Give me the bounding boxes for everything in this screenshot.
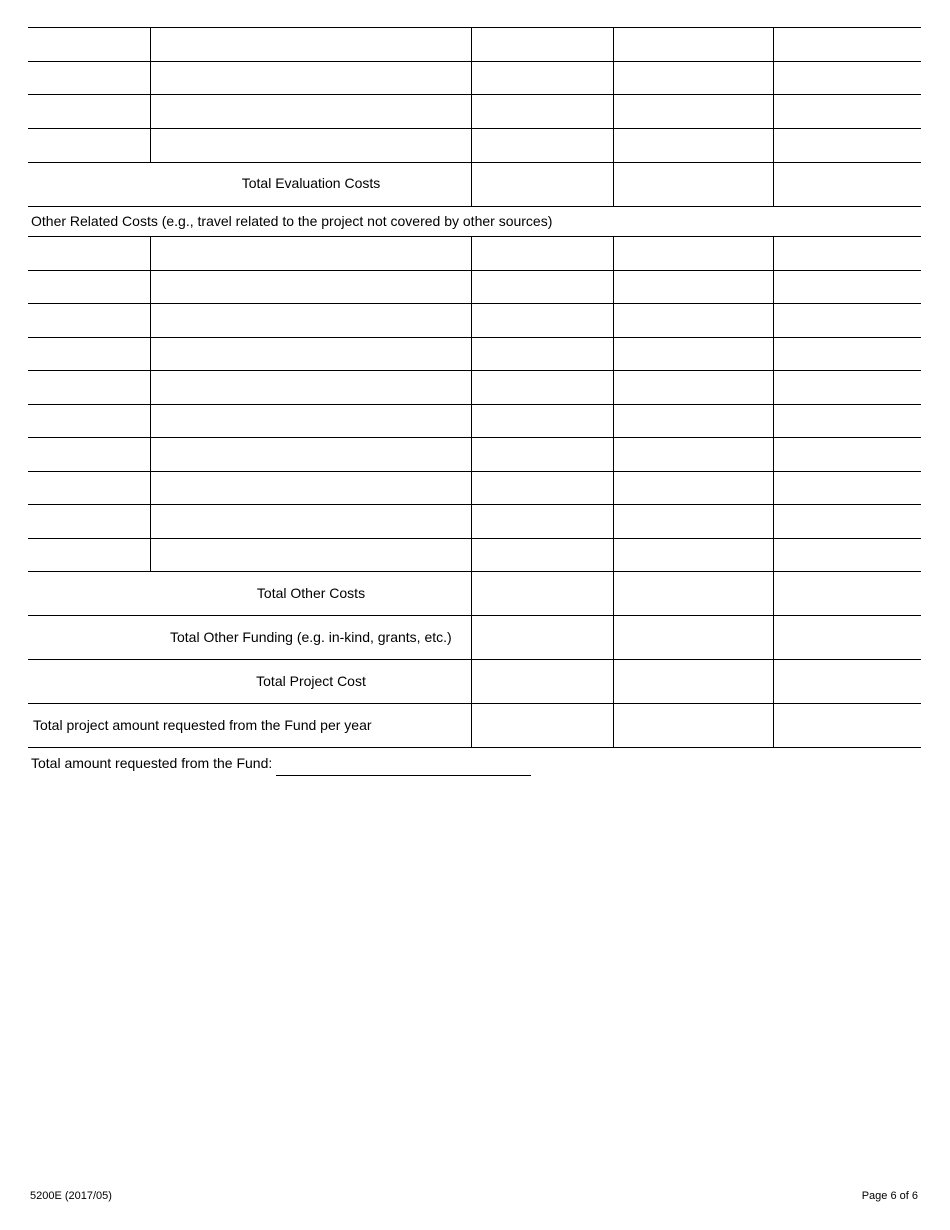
other-year2-7-cell [614,438,773,471]
other-description-7-input[interactable] [151,438,471,471]
other-description-9-cell [151,505,471,538]
other-year1-8-cell [472,472,613,504]
total-requested-per-year-label: Total project amount requested from the Fund per year [33,717,372,733]
other-item-2-cell [29,271,150,303]
other-description-4-cell [151,338,471,370]
total-project-cost-year1-cell [472,660,613,703]
other-year1-8-input[interactable] [472,472,613,504]
total-other-costs-year1-input[interactable] [472,572,613,615]
evaluation-item-2-input[interactable] [29,62,150,94]
evaluation-year3-3-input[interactable] [774,95,921,128]
evaluation-year2-3-cell [614,95,773,128]
total-evaluation-year1-input[interactable] [472,163,613,206]
section-divider-line [28,206,921,207]
other-year2-8-cell [614,472,773,504]
evaluation-item-1-input[interactable] [29,28,150,61]
total-evaluation-year3-cell [774,163,921,206]
other-description-7-cell [151,438,471,471]
other-year2-6-input[interactable] [614,405,773,437]
other-description-3-cell [151,304,471,337]
other-item-9-input[interactable] [29,505,150,538]
evaluation-year3-3-cell [774,95,921,128]
evaluation-year2-4-cell [614,129,773,162]
other-item-1-cell [29,237,150,270]
total-requested-label: Total amount requested from the Fund: [31,755,273,771]
total-evaluation-costs-label: Total Evaluation Costs [241,175,381,191]
other-description-8-cell [151,472,471,504]
evaluation-year3-4-cell [774,129,921,162]
other-description-3-input[interactable] [151,304,471,337]
total-requested-per-year-year1-cell [472,704,613,747]
total-project-cost-year1-input[interactable] [472,660,613,703]
other-description-6-cell [151,405,471,437]
other-description-5-input[interactable] [151,371,471,404]
table-bottom-line [28,747,921,748]
other-year1-3-cell [472,304,613,337]
other-year3-3-input[interactable] [774,304,921,337]
other-description-10-cell [151,539,471,571]
evaluation-year1-3-cell [472,95,613,128]
other-year1-4-input[interactable] [472,338,613,370]
other-year1-10-input[interactable] [472,539,613,571]
other-item-7-cell [29,438,150,471]
evaluation-year1-1-cell [472,28,613,61]
other-year2-4-input[interactable] [614,338,773,370]
other-year3-6-cell [774,405,921,437]
total-requested-per-year-year3-cell [774,704,921,747]
evaluation-year3-1-cell [774,28,921,61]
form-code: 5200E (2017/05) [30,1190,112,1202]
other-description-2-cell [151,271,471,303]
other-year3-1-input[interactable] [774,237,921,270]
total-project-cost-year2-input[interactable] [614,660,773,703]
other-year3-6-input[interactable] [774,405,921,437]
other-year1-4-cell [472,338,613,370]
other-item-8-cell [29,472,150,504]
evaluation-year2-2-input[interactable] [614,62,773,94]
other-year1-1-input[interactable] [472,237,613,270]
other-description-4-input[interactable] [151,338,471,370]
other-year2-5-input[interactable] [614,371,773,404]
other-year2-10-cell [614,539,773,571]
total-requested-per-year-year2-cell [614,704,773,747]
total-requested-per-year-year1-input[interactable] [472,704,613,747]
other-description-1-input[interactable] [151,237,471,270]
other-year1-9-cell [472,505,613,538]
other-item-3-input[interactable] [29,304,150,337]
total-requested-per-year-year3-input[interactable] [774,704,921,747]
other-item-2-input[interactable] [29,271,150,303]
evaluation-item-1-cell [29,28,150,61]
other-year2-1-cell [614,237,773,270]
evaluation-year2-1-input[interactable] [614,28,773,61]
evaluation-year1-1-input[interactable] [472,28,613,61]
total-other-funding-year3-input[interactable] [774,616,921,659]
other-year1-10-cell [472,539,613,571]
other-year2-3-cell [614,304,773,337]
other-year2-2-cell [614,271,773,303]
other-description-8-input[interactable] [151,472,471,504]
other-year2-2-input[interactable] [614,271,773,303]
other-item-10-input[interactable] [29,539,150,571]
other-year2-10-input[interactable] [614,539,773,571]
other-item-3-cell [29,304,150,337]
total-other-costs-year3-input[interactable] [774,572,921,615]
total-project-cost-year3-cell [774,660,921,703]
other-year2-6-cell [614,405,773,437]
other-year2-4-cell [614,338,773,370]
other-item-1-input[interactable] [29,237,150,270]
evaluation-item-3-cell [29,95,150,128]
other-year2-1-input[interactable] [614,237,773,270]
other-year3-8-input[interactable] [774,472,921,504]
other-item-6-input[interactable] [29,405,150,437]
total-evaluation-year2-cell [614,163,773,206]
other-year3-10-cell [774,539,921,571]
other-year2-8-input[interactable] [614,472,773,504]
evaluation-description-1-input[interactable] [151,28,471,61]
evaluation-year1-4-input[interactable] [472,129,613,162]
other-related-costs-heading: Other Related Costs (e.g., travel related to the project not covered by other sources) [31,213,553,229]
other-year3-4-input[interactable] [774,338,921,370]
other-item-5-input[interactable] [29,371,150,404]
other-year1-5-cell [472,371,613,404]
evaluation-year3-2-cell [774,62,921,94]
other-year3-7-cell [774,438,921,471]
total-project-cost-label: Total Project Cost [256,673,366,689]
other-item-7-input[interactable] [29,438,150,471]
other-year3-10-input[interactable] [774,539,921,571]
other-year3-2-cell [774,271,921,303]
total-requested-per-year-year2-input[interactable] [614,704,773,747]
page-number: Page 6 of 6 [861,1190,918,1202]
other-year1-1-cell [472,237,613,270]
other-year3-2-input[interactable] [774,271,921,303]
total-evaluation-year1-cell [472,163,613,206]
other-description-1-cell [151,237,471,270]
total-other-costs-label: Total Other Costs [256,585,366,601]
total-other-funding-label: Total Other Funding (e.g. in-kind, grants, etc.) [170,629,452,645]
other-year1-6-cell [472,405,613,437]
other-year1-6-input[interactable] [472,405,613,437]
total-requested-line [276,754,531,776]
total-evaluation-year2-input[interactable] [614,163,773,206]
other-year1-2-input[interactable] [472,271,613,303]
total-other-costs-year2-input[interactable] [614,572,773,615]
other-year3-5-cell [774,371,921,404]
other-year1-2-cell [472,271,613,303]
evaluation-description-2-input[interactable] [151,62,471,94]
other-year3-4-cell [774,338,921,370]
evaluation-year1-3-input[interactable] [472,95,613,128]
other-year2-5-cell [614,371,773,404]
evaluation-description-3-input[interactable] [151,95,471,128]
other-item-10-cell [29,539,150,571]
evaluation-description-3-cell [151,95,471,128]
total-evaluation-year3-input[interactable] [774,163,921,206]
other-description-10-input[interactable] [151,539,471,571]
other-description-6-input[interactable] [151,405,471,437]
evaluation-item-2-cell [29,62,150,94]
total-other-funding-year1-input[interactable] [472,616,613,659]
other-item-9-cell [29,505,150,538]
other-year1-7-cell [472,438,613,471]
evaluation-year2-3-input[interactable] [614,95,773,128]
other-year3-3-cell [774,304,921,337]
evaluation-year1-2-cell [472,62,613,94]
other-year1-5-input[interactable] [472,371,613,404]
evaluation-description-4-input[interactable] [151,129,471,162]
other-year3-9-input[interactable] [774,505,921,538]
other-year1-3-input[interactable] [472,304,613,337]
total-other-costs-year2-cell [614,572,773,615]
other-description-5-cell [151,371,471,404]
other-year2-9-cell [614,505,773,538]
other-item-8-input[interactable] [29,472,150,504]
other-item-4-input[interactable] [29,338,150,370]
evaluation-item-3-input[interactable] [29,95,150,128]
evaluation-year3-2-input[interactable] [774,62,921,94]
evaluation-description-1-cell [151,28,471,61]
total-other-costs-year3-cell [774,572,921,615]
evaluation-year2-2-cell [614,62,773,94]
other-year2-3-input[interactable] [614,304,773,337]
evaluation-year3-4-input[interactable] [774,129,921,162]
other-year2-9-input[interactable] [614,505,773,538]
total-project-cost-year3-input[interactable] [774,660,921,703]
evaluation-description-4-cell [151,129,471,162]
other-year3-7-input[interactable] [774,438,921,471]
evaluation-year2-1-cell [614,28,773,61]
evaluation-item-4-input[interactable] [29,129,150,162]
evaluation-item-4-cell [29,129,150,162]
other-year1-7-input[interactable] [472,438,613,471]
other-item-4-cell [29,338,150,370]
other-item-6-cell [29,405,150,437]
evaluation-year1-2-input[interactable] [472,62,613,94]
evaluation-year2-4-input[interactable] [614,129,773,162]
total-other-funding-year2-cell [614,616,773,659]
other-year2-7-input[interactable] [614,438,773,471]
other-year3-5-input[interactable] [774,371,921,404]
total-other-funding-year2-input[interactable] [614,616,773,659]
evaluation-description-2-cell [151,62,471,94]
total-project-cost-year2-cell [614,660,773,703]
other-year3-1-cell [774,237,921,270]
total-other-funding-year3-cell [774,616,921,659]
total-other-costs-year1-cell [472,572,613,615]
total-requested-input[interactable] [276,754,531,775]
evaluation-year3-1-input[interactable] [774,28,921,61]
other-description-9-input[interactable] [151,505,471,538]
other-year1-9-input[interactable] [472,505,613,538]
total-other-funding-year1-cell [472,616,613,659]
other-item-5-cell [29,371,150,404]
other-year3-9-cell [774,505,921,538]
evaluation-year1-4-cell [472,129,613,162]
other-description-2-input[interactable] [151,271,471,303]
other-year3-8-cell [774,472,921,504]
